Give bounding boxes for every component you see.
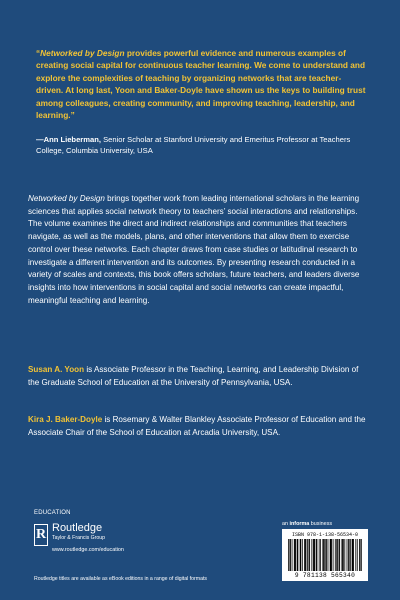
author-name: Susan A. Yoon <box>28 365 85 374</box>
quote-book-title: Networked by Design <box>40 48 125 58</box>
logo-letter: R <box>35 527 47 542</box>
blurb-text: brings together work from leading international scholars in the learning sciences that applies social network theory to teachers’ social interactions and relationships. The volume examines the direct and indirect relationships and communities that teachers navigate, as well as the models, plans, and other interventions that allow them to exercise control over these networks. Each chapter draws from case studies or latitudinal research to investigate a different intervention and its outcomes. By presenting research conducted in a variety of scales and contexts, this book offers scholars, future teachers, and leaders diverse insights into how interventions in social capital and social networks can create impactful, meaningful teaching and learning. <box>28 194 360 305</box>
attribution-name: —Ann Lieberman, <box>36 135 101 144</box>
publisher-url: www.routledge.com/education <box>52 547 124 553</box>
business-brand: informa <box>289 521 310 527</box>
author-name: Kira J. Baker-Doyle <box>28 415 103 424</box>
publisher-name: Routledge <box>52 522 103 534</box>
barcode-icon <box>288 539 362 571</box>
publisher-block <box>34 522 174 560</box>
author-bio-text: is Rosemary & Walter Blankley Associate Professor of Education and the Associate Chair of the School of Education at Arcadia University, USA. <box>28 415 366 437</box>
isbn-text: ISBN 978-1-138-56534-0 <box>291 532 358 538</box>
author-bio-yoon <box>28 364 368 389</box>
author-bio-text: is Associate Professor in the Teaching, Learning, and Leadership Division of the Graduate School of Education at the University of Pennsylvania, USA. <box>28 365 359 387</box>
endorsement-attribution <box>36 134 366 156</box>
routledge-logo-icon <box>34 524 48 546</box>
book-description <box>28 193 368 307</box>
barcode-panel <box>282 529 368 581</box>
endorsement-quote <box>36 47 366 121</box>
ebook-note: Routledge titles are available as eBook editions in a range of digital formats <box>34 576 208 582</box>
author-bio-baker-doyle <box>28 414 368 439</box>
subject-category: EDUCATION <box>34 510 71 516</box>
quote-text: provides powerful evidence and numerous examples of creating social capital for continuous teacher learning. We come to understand and explore the complexities of teaching by organizing networks that are teacher-driven. At long last, Yoon and Baker-Doyle have shown us the keys to building trust among colleagues, creating community, and improving teaching, leadership, and learning.” <box>36 48 366 121</box>
ean-number: 9 781138 565340 <box>294 572 356 579</box>
attribution-role: Senior Scholar at Stanford University and Emeritus Professor at Teachers College, Columbia University, USA <box>36 135 351 156</box>
informa-business-mark <box>282 521 332 527</box>
publisher-group: Taylor & Francis Group <box>52 535 106 541</box>
business-suffix: business <box>309 521 333 527</box>
business-prefix: an <box>282 521 290 527</box>
quote-open-mark: “ <box>36 48 41 58</box>
blurb-book-title: Networked by Design <box>28 194 105 203</box>
